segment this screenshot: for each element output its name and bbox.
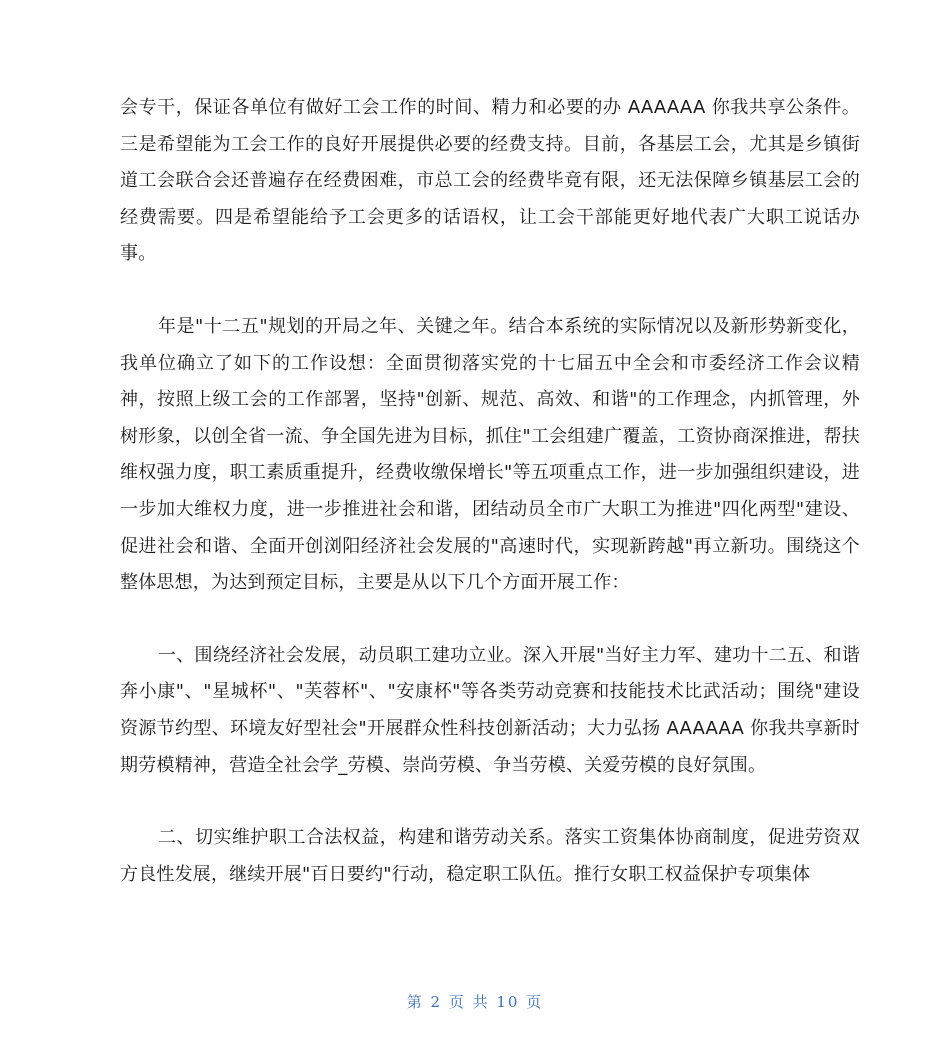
- paragraph-3: 一、围绕经济社会发展，动员职工建功立业。深入开展"当好主力军、建功十二五、和谐奔小康"、"星城杯"、"芙蓉杯"、"安康杯"等各类劳动竞赛和技能技术比武活动；围绕"建设资源节约型、环境友好型社会"开展群众性科技创新活动；大力弘扬 AAAAAA 你我共享新时期劳模精神，营造全社会学_劳模、崇尚劳模、争当劳模、关爱劳模的良好氛围。: [120, 644, 860, 776]
- page-number-footer: 第 2 页 共 10 页: [406, 993, 544, 1011]
- document-body: [120, 90, 860, 893]
- paragraph-gap: [120, 602, 860, 638]
- paragraph-4: 二、切实维护职工合法权益，构建和谐劳动关系。落实工资集体协商制度，促进劳资双方良性发展，继续开展"百日要约"行动，稳定职工队伍。推行女职工权益保护专项集体: [120, 827, 860, 885]
- paragraph-gap: [120, 784, 860, 820]
- paragraph-2: 年是"十二五"规划的开局之年、关键之年。结合本系统的实际情况以及新形势新变化，我单位确立了如下的工作设想：全面贯彻落实党的十七届五中全会和市委经济工作会议精神，按照上级工会的工作部署，坚持"创新、规范、高效、和谐"的工作理念，内抓管理，外树形象，以创全省一流、争全国先进为目标，抓住"工会组建广覆盖，工资协商深推进，帮扶维权强力度，职工素质重提升，经费收缴保增长"等五项重点工作，进一步加强组织建设，进一步加大维权力度，进一步推进社会和谐，团结动员全市广大职工为推进"四化两型"建设、促进社会和谐、全面开创浏阳经济社会发展的"高速时代，实现新跨越"再立新功。围绕这个整体思想，为达到预定目标，主要是从以下几个方面开展工作：: [120, 315, 860, 594]
- paragraph-gap: [120, 273, 860, 309]
- paragraph-1: 会专干，保证各单位有做好工会工作的时间、精力和必要的办 AAAAAA 你我共享公条件。三是希望能为工会工作的良好开展提供必要的经费支持。目前，各基层工会，尤其是乡镇街道工会联合会还普遍存在经费困难，市总工会的经费毕竟有限，还无法保障乡镇基层工会的经费需要。四是希望能给予工会更多的话语权，让工会干部能更好地代表广大职工说话办事。: [120, 97, 860, 265]
